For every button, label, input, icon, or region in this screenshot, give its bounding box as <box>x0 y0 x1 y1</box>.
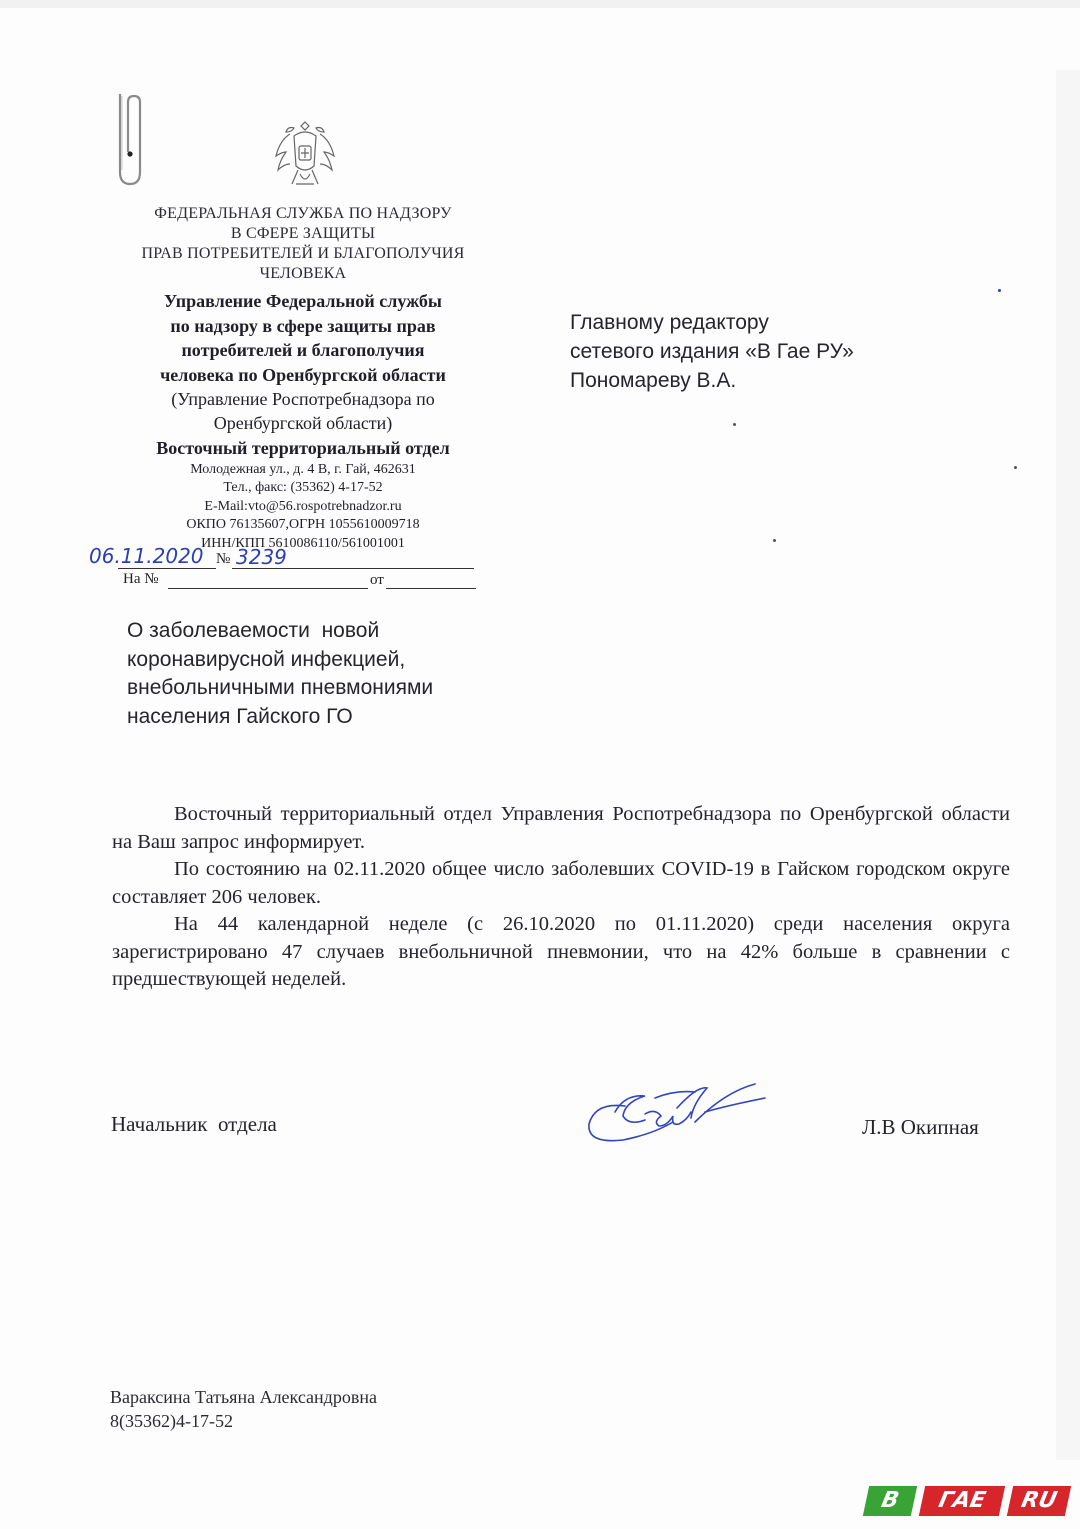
executor-name: Вараксина Татьяна Александровна <box>110 1387 377 1407</box>
from-date-underline <box>386 588 476 589</box>
reply-number-underline <box>168 588 368 589</box>
contact-line: Молодежная ул., д. 4 В, г. Гай, 462631 <box>190 461 416 477</box>
addressee-line: сетевого издания «В Гае РУ» <box>570 340 854 363</box>
department-short-line: (Управление Роспотребнадзора по <box>171 389 435 409</box>
subject-line: внебольничными пневмониями <box>127 676 434 699</box>
contact-line: E-Mail:vto@56.rospotrebnadzor.ru <box>204 498 402 514</box>
body-paragraph: По состоянию на 02.11.2020 общее число заболевших COVID-19 в Гайском городском округе составляет 206 человек. <box>112 858 1010 908</box>
department-line: по надзору в сфере защиты прав <box>170 315 436 336</box>
from-label: от <box>370 572 384 588</box>
department-block <box>112 289 494 553</box>
letter-body <box>112 801 1010 994</box>
signer-name: Л.В Окипная <box>862 1115 979 1139</box>
logo-part-ru: RU <box>1007 1486 1071 1516</box>
paper-clip-icon <box>108 92 152 188</box>
department-line: человека по Оренбургской области <box>160 364 446 385</box>
handwritten-signature <box>585 1078 775 1148</box>
addressee-line: Главному редактору <box>570 311 769 334</box>
executor-block <box>110 1385 377 1433</box>
agency-line: ФЕДЕРАЛЬНАЯ СЛУЖБА ПО НАДЗОРУ <box>154 205 452 222</box>
agency-line: В СФЕРЕ ЗАЩИТЫ <box>230 225 376 242</box>
department-line: Управление Федеральной службы <box>164 291 442 311</box>
subject-line: населения Гайского ГО <box>127 704 353 728</box>
contact-line: ИНН/КПП 5610086110/561001001 <box>201 535 405 551</box>
body-paragraph: Восточный территориальный отдел Управления Роспотребнадзора по Оренбургской области на Ваш запрос информирует. <box>112 803 1010 853</box>
logo-part-gae: ГАЕ <box>919 1486 1005 1516</box>
subject-line: О заболеваемости новой <box>127 619 380 642</box>
scan-speck <box>733 423 736 426</box>
contact-line: ОКПО 76135607,ОГРН 1055610009718 <box>186 517 420 532</box>
addressee-block <box>570 308 854 395</box>
body-paragraph: На 44 календарной неделе (с 26.10.2020 по 01.11.2020) среди населения округа зарегистрировано 47 случаев внебольничной пневмонии, что на 42% больше в сравнении с предшествующей неделей. <box>112 913 1010 990</box>
department-line: потребителей и благополучия <box>181 340 425 360</box>
scan-speck <box>998 289 1001 292</box>
office-name: Восточный территориальный отдел <box>156 438 450 458</box>
agency-header <box>112 204 494 284</box>
signer-title: Начальник отдела <box>111 1112 277 1136</box>
subject-block <box>127 617 433 731</box>
contact-line: Тел., факс: (35362) 4-17-52 <box>223 480 383 495</box>
scan-edge-right <box>1056 70 1080 1460</box>
double-headed-eagle-emblem <box>270 118 340 196</box>
site-logo <box>862 1482 1072 1522</box>
handwritten-date: 06.11.2020 <box>89 544 204 568</box>
department-short-line: Оренбургской области) <box>213 413 393 433</box>
number-underline <box>232 568 474 569</box>
scan-speck <box>773 539 776 542</box>
addressee-line: Пономареву В.А. <box>570 369 737 392</box>
handwritten-number: 3239 <box>236 545 287 569</box>
subject-line: коронавирусной инфекцией, <box>127 647 406 671</box>
number-label: № <box>216 551 231 567</box>
agency-line: ПРАВ ПОТРЕБИТЕЛЕЙ И БЛАГОПОЛУЧИЯ <box>141 245 465 262</box>
executor-phone: 8(35362)4-17-52 <box>110 1411 233 1431</box>
scan-edge-top <box>0 0 1080 8</box>
scan-speck <box>1014 466 1017 469</box>
reply-label: На № <box>123 571 159 587</box>
agency-line: ЧЕЛОВЕКА <box>259 265 347 282</box>
date-underline <box>118 568 216 569</box>
logo-part-v: В <box>863 1486 917 1516</box>
